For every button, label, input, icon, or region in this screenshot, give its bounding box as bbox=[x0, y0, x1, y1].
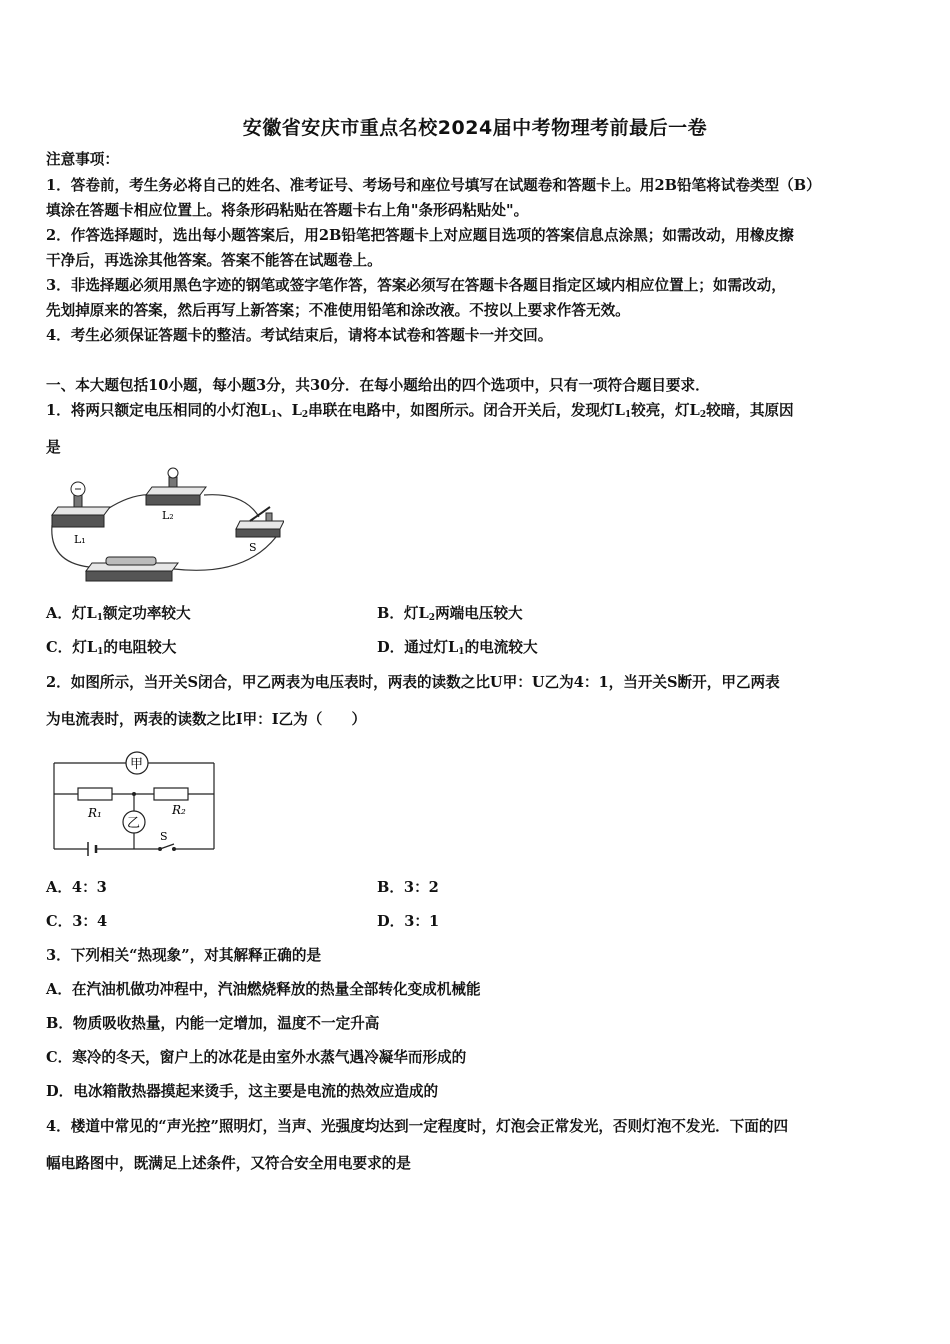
q1-option-b[interactable] bbox=[377, 604, 523, 628]
q1-text-c: 较亮，灯 bbox=[631, 402, 690, 419]
notice-line-3: 2．作答选择题时，选出每小题答案后，用2B铅笔把答题卡上对应题目选项的答案信息点涂黑；如需改动，用橡皮擦 bbox=[46, 227, 794, 244]
q1-sep: 、 bbox=[277, 402, 292, 419]
q1-opt-c-pre: C．灯 bbox=[46, 639, 87, 656]
q1-opt-d-l: L bbox=[448, 639, 459, 656]
q1-circuit-figure bbox=[44, 467, 284, 585]
q1-opt-c-post: 的电阻较大 bbox=[103, 639, 177, 656]
q1-opt-a-post: 额定功率较大 bbox=[103, 605, 191, 622]
fig2-label-r1: R₁ bbox=[88, 806, 102, 820]
q1-opt-b-pre: B．灯 bbox=[377, 605, 419, 622]
fig1-label-l2: L₂ bbox=[162, 509, 174, 522]
q1-opt-a-l: L bbox=[86, 605, 97, 622]
q1-opt-b-l: L bbox=[418, 605, 429, 622]
notice-line-1: 1．答卷前，考生务必将自己的姓名、准考证号、考场号和座位号填写在试题卷和答题卡上。用2B铅笔将试卷类型（B） bbox=[46, 177, 821, 194]
fig2-label-yi: 乙 bbox=[127, 816, 141, 831]
q1-l2-sub: 2 bbox=[301, 410, 309, 420]
q1-l1: L bbox=[260, 402, 271, 419]
fig1-label-s: S bbox=[249, 541, 257, 554]
notice-line-6: 先划掉原来的答案，然后再写上新答案；不准使用铅笔和涂改液。不按以上要求作答无效。 bbox=[46, 302, 630, 319]
notice-line-5: 3．非选择题必须用黑色字迹的钢笔或签字笔作答，答案必须写在答题卡各题目指定区域内相应位置上；如需改动， bbox=[46, 277, 786, 294]
notice-line-4: 干净后，再选涂其他答案。答案不能答在试题卷上。 bbox=[46, 252, 382, 269]
q1-opt-b-sub: 2 bbox=[428, 613, 436, 623]
q3-option-d[interactable]: D．电冰箱散热器摸起来烫手，这主要是电流的热效应造成的 bbox=[46, 1083, 439, 1100]
fig2-label-s: S bbox=[160, 830, 168, 843]
q1-opt-d-pre: D．通过灯 bbox=[377, 639, 449, 656]
q1-l2-b: L bbox=[689, 402, 700, 419]
q1-opt-d-sub: 1 bbox=[458, 647, 465, 657]
q1-l1-b: L bbox=[614, 402, 625, 419]
q3-option-c[interactable]: C．寒冷的冬天，窗户上的冰花是由室外水蒸气遇冷凝华而形成的 bbox=[46, 1049, 467, 1066]
q1-option-d[interactable] bbox=[377, 638, 538, 662]
q1-l2: L bbox=[291, 402, 302, 419]
q4-stem-line-1: 4．楼道中常见的“声光控”照明灯，当声、光强度均达到一定程度时，灯泡会正常发光，否则灯泡不发光．下面的四 bbox=[46, 1118, 789, 1135]
q4-stem-line-2: 幅电路图中，既满足上述条件，又符合安全用电要求的是 bbox=[46, 1155, 411, 1172]
q1-opt-a-sub: 1 bbox=[96, 613, 104, 623]
battery-icon bbox=[86, 557, 178, 581]
q1-opt-c-sub: 1 bbox=[97, 647, 104, 657]
fig1-label-l1: L₁ bbox=[74, 533, 86, 546]
q2-option-b[interactable]: B．3：2 bbox=[377, 879, 439, 896]
q1-option-a[interactable] bbox=[46, 604, 191, 628]
q1-stem-line-2: 是 bbox=[46, 439, 61, 456]
lamp-l1-icon bbox=[52, 482, 110, 527]
notice-heading: 注意事项： bbox=[46, 151, 119, 168]
q2-option-c[interactable]: C．3：4 bbox=[46, 913, 108, 930]
fig2-label-r2: R₂ bbox=[172, 803, 186, 817]
q1-stem-line-1 bbox=[46, 401, 908, 425]
q3-option-a[interactable]: A．在汽油机做功冲程中，汽油燃烧释放的热量全部转化变成机械能 bbox=[46, 981, 481, 998]
q2-option-a[interactable]: A．4：3 bbox=[46, 879, 107, 896]
q3-option-b[interactable]: B．物质吸收热量，内能一定增加，温度不一定升高 bbox=[46, 1015, 380, 1032]
q1-text-b: 串联在电路中，如图所示。闭合开关后，发现灯 bbox=[308, 402, 615, 419]
q1-l1-sub-b: 1 bbox=[624, 410, 632, 420]
lamp-l2-icon bbox=[146, 468, 206, 505]
notice-line-7: 4．考生必须保证答题卡的整洁。考试结束后，请将本试卷和答题卡一并交回。 bbox=[46, 327, 553, 344]
q1-l2-sub-b: 2 bbox=[699, 410, 707, 420]
q2-stem-line-2: 为电流表时，两表的读数之比I甲：I乙为（ ） bbox=[46, 711, 367, 728]
page-title: 安徽省安庆市重点名校2024届中考物理考前最后一卷 bbox=[242, 117, 708, 139]
fig2-label-jia: 甲 bbox=[130, 757, 144, 772]
q3-stem: 3．下列相关“热现象”，对其解释正确的是 bbox=[46, 947, 322, 964]
q1-text-a: 1．将两只额定电压相同的小灯泡 bbox=[46, 402, 261, 419]
section-heading: 一、本大题包括10小题，每小题3分，共30分．在每小题给出的四个选项中，只有一项符合题目要求． bbox=[46, 377, 710, 394]
q1-opt-a-pre: A．灯 bbox=[46, 605, 87, 622]
switch-s-icon bbox=[236, 507, 284, 537]
q1-opt-b-post: 两端电压较大 bbox=[435, 605, 523, 622]
q1-option-c[interactable] bbox=[46, 638, 176, 662]
q2-stem-line-1: 2．如图所示，当开关S闭合，甲乙两表为电压表时，两表的读数之比U甲：U乙为4：1，当开关S断开，甲乙两表 bbox=[46, 674, 780, 691]
resistor-r2-icon bbox=[154, 788, 188, 800]
resistor-r1-icon bbox=[78, 788, 112, 800]
q1-opt-c-l: L bbox=[86, 639, 98, 656]
q2-circuit-figure bbox=[48, 745, 218, 857]
q1-l1-sub: 1 bbox=[270, 410, 277, 420]
q2-option-d[interactable]: D．3：1 bbox=[377, 913, 440, 930]
notice-line-2: 填涂在答题卡相应位置上。将条形码粘贴在答题卡右上角"条形码粘贴处"。 bbox=[46, 202, 529, 219]
q1-text-d: 较暗，其原因 bbox=[706, 402, 794, 419]
q1-opt-d-post: 的电流较大 bbox=[464, 639, 538, 656]
